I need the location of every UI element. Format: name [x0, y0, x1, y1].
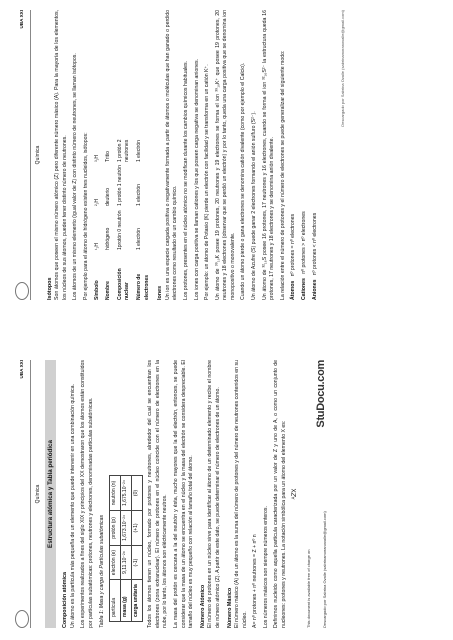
- table-cell: masa (g): [121, 580, 132, 622]
- table-row: [121, 476, 132, 622]
- paragraph: Un átomo es la partícula más pequeña de un elemento que puede intervenir en una combinación química.: [69, 384, 76, 628]
- isotope-electrons: 1 electrón: [135, 184, 142, 206]
- relation-label: Aniones: [311, 279, 318, 300]
- section-heading: Composición atómica: [62, 571, 69, 628]
- paragraph: Por ejemplo: un átomo de Potasio (K) pierde un electrón con facilidad y se transforma en un catión K⁺.: [204, 64, 211, 300]
- paragraph: Los números másicos son siempre números enteros.: [262, 506, 269, 628]
- isotope-symbol: ³₁H: [93, 155, 100, 162]
- university-seal-icon: [15, 282, 29, 300]
- particles-table: [109, 475, 143, 622]
- relation-label: Cationes: [301, 278, 308, 300]
- paragraph: Todos los átomos tienen un núcleo, formado por protones y neutrones, alrededor del cual se encuentran los electrones (zona extranuclear). El número de protones en el núcleo coincide con el número de electrones en la nube, por lo tanto, los átomos son eléctricamente neutros.: [147, 360, 169, 628]
- paragraph: La relación entre el número de protones y el número de electrones se puede generalizar del siguiente modo:: [279, 50, 286, 300]
- paragraph: Los experimentos realizados a fines del siglo XIX y principios del XX demostraron que los átomos están constituidos por partículas subatómicas: protones, neutrones y electrones, denominadas partículas subatómicas.: [80, 360, 94, 628]
- isotope-composition: 1 protón 1 neutrón: [116, 165, 123, 206]
- table-row: [110, 476, 121, 622]
- isotope-composition: 1protón 0 neutrón: [116, 210, 123, 250]
- paragraph: Definimos nucleido como aquella partícula caracterizada por un valor de Z y uno de A, o como un conjunto de nucleones: protones y neutrones. La notación simbólica para un átomo del elemento X es:: [273, 360, 288, 628]
- table-cell: partícula: [110, 580, 121, 622]
- table-row: [132, 476, 143, 622]
- paragraph: Los protones, presentes en el núcleo atómico no se modifican durante los cambios químicos habituales.: [182, 60, 189, 300]
- subject-label: Química: [35, 145, 41, 165]
- footer-availability: This document is available free of charge on: [306, 549, 312, 628]
- download-credit: Descargado por Sabrina Ovalle (sabrinamoranovalle@gmail.com): [321, 511, 327, 628]
- row-label: Nombre: [105, 281, 112, 300]
- paragraph: Los iones con carga positiva se llaman cationes y los que poseen carga negativa se denominan aniones.: [193, 58, 200, 300]
- relation-label: Átomos: [290, 280, 297, 300]
- table-caption: Tabla 1: Masa y carga de Partículas subatómicas: [98, 514, 105, 628]
- uba-label: UBA XXI: [19, 10, 25, 29]
- paragraph: Un átomo de Azufre (S) puede ganar 2 electrones formando el anión sulfuro (S²⁻).: [251, 111, 258, 300]
- table-cell: neutrón (n): [110, 476, 121, 511]
- paragraph: Los átomos de un mismo elemento (igual valor de Z) con distinto número de neutrones, se llaman isótopos.: [72, 53, 79, 300]
- table-cell: electrón (e): [110, 545, 121, 579]
- row-label: Número de electrones: [135, 273, 150, 300]
- nuclide-notation: ᴬ𝘡X: [291, 488, 298, 500]
- relation-value: nº protones = nº electrones: [290, 213, 297, 277]
- paragraph: Por ejemplo para el átomo de hidrógeno existen tres nucleidos, isótopos:: [82, 132, 89, 300]
- paragraph: Un átomo de ³²₁₆S posee 16 protones, 17 neutrones y 16 electrones, cuando se forma el ion ³²₁₆S²⁻ la estructura queda 16 protones, 17 neutrones y 18 electrones y se denomina anión divalente.: [261, 10, 276, 300]
- paragraph: El número de protones en un núcleo sirve para identificar al átomo de un determinado elemento y recibe el nombre de número atómico (Z). A partir de este dato, se puede determinar el número de electrones de un átomo.: [207, 360, 221, 628]
- table-cell: (0): [132, 476, 143, 511]
- page-header: [14, 10, 31, 300]
- table-cell: 9,11.10⁻²⁸: [121, 545, 132, 579]
- university-seal-icon: [15, 610, 29, 628]
- paragraph: Son átomos que poseen el mismo número atómico (Z) pero diferente número másico (A). Para la mayoría de los elementos, los núcleos de sus átomos, pueden tener distinto número de neutrones.: [54, 10, 68, 300]
- section-heading: Isótopos: [46, 277, 53, 300]
- subject-label: Química: [35, 484, 41, 504]
- paragraph: Un átomo de ³⁹₁₉K posee 19 protones, 20 neutrones y 19 electrones se forma el ion ³⁹₁₉K⁺ que posee 19 protones, 20 neutrones y 18 electrones (observar que se perdió un electrón) y por lo tanto, queda una carga positiva que se denomina ion monopositivo o monovalente.: [214, 10, 236, 300]
- isotope-symbol: ²₁H: [93, 199, 100, 206]
- isotopes-table: [94, 10, 152, 300]
- download-credit: Descargado por Sabrina Ovalle (sabrinamoranovalle@gmail.com): [340, 10, 346, 127]
- footer-brand-row: [315, 360, 329, 628]
- table-cell: protón (p): [110, 510, 121, 545]
- page-header: [14, 360, 31, 628]
- paragraph: Un ion es una especie cargada positiva o negativamente formada a partir de átomos o moléculas que han ganado o perdido electrones como resultado de un cambio químico.: [164, 10, 179, 300]
- isotope-name: deuterio: [105, 187, 112, 206]
- paragraph: Cuando un átomo pierde o gana electrones se denomina catión divalente (como por ejemplo el Calcio).: [240, 62, 247, 300]
- relation-value: nº protones > nº electrones: [301, 211, 308, 274]
- table-cell: 1,673.10⁻²⁴: [121, 510, 132, 545]
- row-label: Símbolo: [93, 280, 100, 300]
- table-cell: (+1): [132, 510, 143, 545]
- relation-value: nº protones < nº electrones: [311, 212, 318, 276]
- paragraph: El número másico (A) de un átomo es la suma del número de protones y del número de neutrones contenidos en su núcleo.: [234, 360, 248, 628]
- section-heading: Número Másico: [226, 587, 233, 628]
- isotope-composition: 1 protón 2 neutrones: [116, 139, 131, 162]
- section-heading: Número Atómico: [199, 584, 206, 628]
- section-heading: Iones: [157, 285, 164, 300]
- paragraph: La masa del protón es cercana a la del neutrón y ésta, mucho mayores que la del electrón, entonces, se puede considerar que la masa de un átomo se encuentra en el núcleo y la masa del electrón se considera despreciable. El tamaño del núcleo es muy pequeño con relación al tamaño total del átomo.: [172, 360, 195, 628]
- uba-label: UBA XXI: [19, 360, 25, 379]
- studocu-logo[interactable]: StuDocu.com: [314, 360, 327, 428]
- row-label: Composición nuclear: [116, 268, 131, 300]
- page-title: Estructura atómica y Tabla periódica: [45, 360, 57, 628]
- isotope-electrons: 1 electrón: [135, 140, 142, 162]
- page-1: [0, 350, 453, 640]
- relation-atoms: [290, 10, 298, 300]
- table-cell: (-1): [132, 545, 143, 579]
- isotope-electrons: 1 electrón: [135, 228, 142, 250]
- isotope-name: hidrógeno: [105, 227, 112, 250]
- table-cell: 1,675.10⁻²⁴: [121, 476, 132, 511]
- isotope-symbol: ¹₁H: [93, 243, 100, 250]
- page-2: [0, 0, 453, 312]
- formula: A= nº protones + nº neutrones = Z + nº n: [252, 534, 259, 628]
- table-cell: carga unitaria: [132, 580, 143, 622]
- relation-anions: [312, 10, 320, 300]
- isotope-name: Tritio: [105, 151, 112, 162]
- relation-cations: [301, 10, 309, 300]
